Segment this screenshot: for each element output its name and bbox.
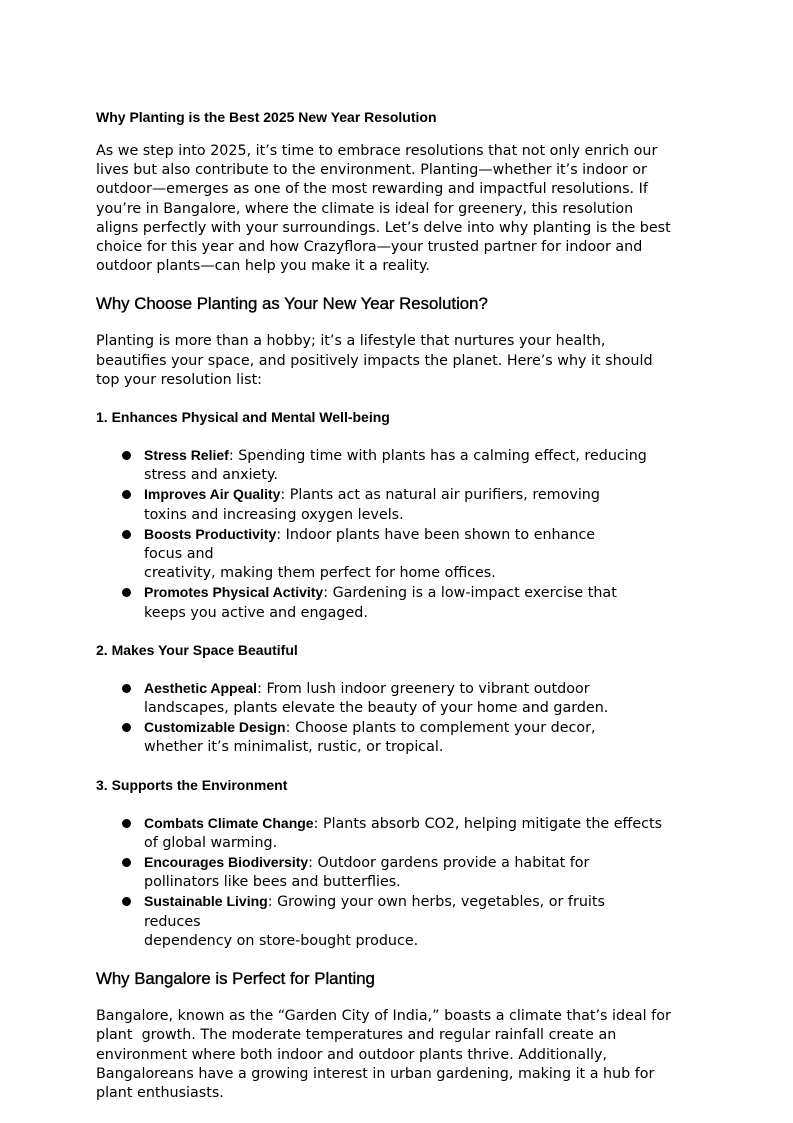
bullet-icon <box>122 451 131 460</box>
text-line: aligns perfectly with your surroundings. Let’s delve into why planting is the best <box>96 219 671 236</box>
section-heading-bangalore: Why Bangalore is Perfect for Planting <box>96 969 375 989</box>
text-line: choice for this year and how Crazyflora—your trusted partner for indoor and <box>96 239 643 256</box>
document-title: Why Planting is the Best 2025 New Year Resolution <box>96 109 437 125</box>
text-line: outdoor plants—can help you make it a reality. <box>96 258 430 275</box>
text-line: outdoor—emerges as one of the most rewarding and impactful resolutions. If <box>96 181 648 198</box>
list-item <box>144 814 696 853</box>
list-item <box>144 525 696 584</box>
text-line: : Indoor plants have been shown to enhance <box>276 526 596 543</box>
bullet-icon <box>122 490 131 499</box>
text-line: pollinators like bees and butterflies. <box>144 874 401 891</box>
bullet-list <box>96 814 696 951</box>
list-item <box>144 892 696 951</box>
text-line: you’re in Bangalore, where the climate is ideal for greenery, this resolution <box>96 200 634 217</box>
item-term: Stress Relief <box>144 447 229 464</box>
text-line: : Growing your own herbs, vegetables, or fruits <box>267 894 605 911</box>
list-item <box>144 718 696 757</box>
item-term: Improves Air Quality <box>144 486 281 503</box>
bullet-icon <box>122 588 131 597</box>
list-item <box>144 485 696 524</box>
text-line: whether it’s minimalist, rustic, or tropical. <box>144 739 444 756</box>
item-term: Customizable Design <box>144 719 286 736</box>
item-term: Boosts Productivity <box>144 525 277 542</box>
text-line: top your resolution list: <box>96 371 262 388</box>
text-line: plant enthusiasts. <box>96 1084 224 1101</box>
bullet-icon <box>122 684 131 693</box>
text-line: environment where both indoor and outdoor plants thrive. Additionally, <box>96 1046 608 1063</box>
item-term: Combats Climate Change <box>144 814 314 831</box>
item-term: Promotes Physical Activity <box>144 584 324 601</box>
text-line: : Gardening is a low-impact exercise that <box>323 585 617 602</box>
subsection-heading: 1. Enhances Physical and Mental Well-being <box>96 409 390 426</box>
text-line: beautifies your space, and positively impacts the planet. Here’s why it should <box>96 352 653 369</box>
bullet-list <box>96 679 696 758</box>
list-item <box>144 853 696 892</box>
list-item <box>144 583 696 622</box>
item-term: Aesthetic Appeal <box>144 679 258 696</box>
text-line: of global warming. <box>144 834 278 851</box>
bullet-icon <box>122 897 131 906</box>
text-line: lives but also contribute to the environment. Planting—whether it’s indoor or <box>96 162 647 179</box>
intro-paragraph <box>96 142 696 276</box>
bullet-icon <box>122 858 131 867</box>
text-line: keeps you active and engaged. <box>144 604 368 621</box>
document-page <box>96 108 696 1103</box>
text-line: : Outdoor gardens provide a habitat for <box>308 855 590 872</box>
text-line: Bangalore, known as the “Garden City of India,” boasts a climate that’s ideal for <box>96 1008 671 1025</box>
text-line: stress and anxiety. <box>144 467 278 484</box>
text-line: Planting is more than a hobby; it’s a lifestyle that nurtures your health, <box>96 333 606 350</box>
text-line: landscapes, plants elevate the beauty of your home and garden. <box>144 700 609 717</box>
list-item <box>144 679 696 718</box>
text-line: : Plants absorb CO2, helping mitigate the effects <box>313 815 663 832</box>
text-line: focus and <box>144 546 214 563</box>
text-line: As we step into 2025, it’s time to embrace resolutions that not only enrich our <box>96 143 658 159</box>
text-line: : Choose plants to complement your decor, <box>285 720 596 737</box>
text-line: toxins and increasing oxygen levels. <box>144 506 404 523</box>
text-line: Bangaloreans have a growing interest in urban gardening, making it a hub for <box>96 1065 655 1082</box>
subsection-heading: 2. Makes Your Space Beautiful <box>96 641 298 658</box>
text-line: reduces <box>144 913 201 930</box>
bullet-icon <box>122 530 131 539</box>
text-line: : From lush indoor greenery to vibrant outdoor <box>257 680 590 697</box>
section-paragraph <box>96 332 696 390</box>
bullet-icon <box>122 723 131 732</box>
text-line: dependency on store-bought produce. <box>144 932 419 949</box>
bullet-list <box>96 446 696 623</box>
text-line: : Spending time with plants has a calming effect, reducing <box>228 448 647 465</box>
bullet-icon <box>122 819 131 828</box>
item-term: Sustainable Living <box>144 893 268 910</box>
section-heading-why-choose: Why Choose Planting as Your New Year Resolution? <box>96 294 488 314</box>
subsection-heading: 3. Supports the Environment <box>96 776 288 793</box>
text-line: plant growth. The moderate temperatures and regular rainfall create an <box>96 1027 617 1044</box>
section-paragraph <box>96 1007 696 1103</box>
list-item <box>144 446 696 485</box>
text-line: creativity, making them perfect for home offices. <box>144 565 496 582</box>
text-line: : Plants act as natural air purifiers, removing <box>280 487 600 504</box>
item-term: Encourages Biodiversity <box>144 854 309 871</box>
